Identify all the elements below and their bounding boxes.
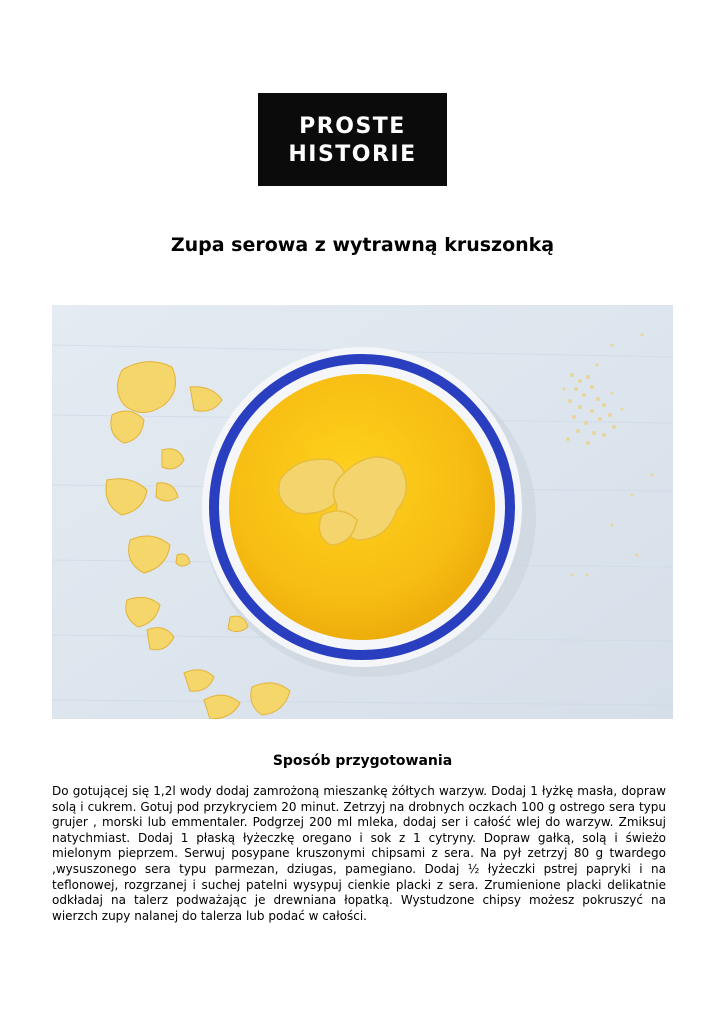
recipe-title: Zupa serowa z wytrawną kruszonką [170,234,555,256]
section-heading: Sposób przygotowania [272,753,453,769]
soup-photo [52,305,673,719]
instructions-text: Do gotującej się 1,2l wody dodaj zamrożoną mieszankę żółtych warzyw. Dodaj 1 łyżkę masła, dopraw solą i cukrem. Gotuj pod przykryciem 20 minut. Zetrzyj na drobnych oczkach 100 g ostrego sera typu grujer , morski lub emmentaler. Podgrzej 200 ml mleka, dodaj ser i całość wlej do warzyw. Zmiksuj natychmiast. Dodaj 1 płaską łyżeczkę oregano i sok z 1 cytryny. Dopraw gałką, solą i świeżo mielonym pieprzem. Serwuj posypane kruszonymi chipsami z sera. Na pył zetrzyj 80 g twardego ,wysuszonego sera typu parmezan, dziugas, pamegiano. Dodaj ½ łyżeczki pstrej papryki i na teflonowej, rozgrzanej i suchej patelni wysypuj cienkie placki z sera. Zrumienione placki delikatnie odkładaj na talerz podważając je drewniana łopatką. Wystudzone chipsy możesz pokruszyć na wierzch zupy nalanej do talerza lub podać w całości. [52,784,666,923]
logo-line-2: HISTORIE [288,141,417,167]
soup-bowl-photo [52,305,673,719]
brand-logo [258,93,447,186]
logo-line-1: PROSTE [299,113,406,139]
